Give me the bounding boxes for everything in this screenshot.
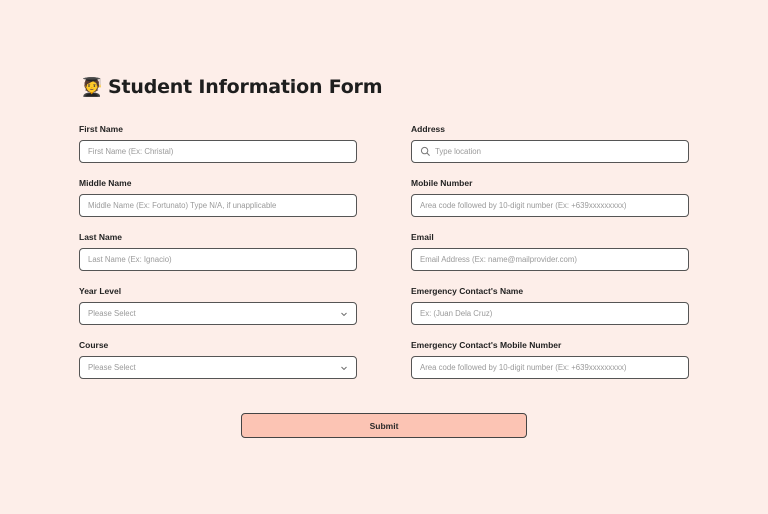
emergency-contact-name-placeholder: Ex: (Juan Dela Cruz) (420, 309, 493, 318)
address-field (411, 123, 689, 163)
email-field (411, 231, 689, 271)
student-icon: 🧑‍🎓 (80, 77, 104, 97)
year-level-selected-value: Please Select (88, 309, 136, 318)
last-name-placeholder: Last Name (Ex: Ignacio) (88, 255, 172, 264)
year-level-field (79, 285, 357, 325)
middle-name-label: Middle Name (79, 178, 132, 188)
mobile-number-placeholder: Area code followed by 10-digit number (Ex: +639xxxxxxxxx) (420, 201, 627, 210)
emergency-contact-name-field (411, 285, 689, 325)
first-name-placeholder: First Name (Ex: Christal) (88, 147, 174, 156)
search-icon (420, 146, 431, 157)
address-label: Address (411, 124, 446, 134)
email-label: Email (411, 232, 434, 242)
mobile-number-input[interactable] (411, 194, 689, 217)
submit-button-label: Submit (369, 420, 399, 431)
form-header (82, 76, 382, 98)
course-label: Course (79, 340, 109, 350)
first-name-field (79, 123, 357, 163)
middle-name-field (79, 177, 357, 217)
course-selected-value: Please Select (88, 363, 136, 372)
emergency-contact-mobile-label: Emergency Contact's Mobile Number (411, 340, 562, 350)
chevron-down-icon (340, 310, 348, 318)
email-placeholder: Email Address (Ex: name@mailprovider.com) (420, 255, 577, 264)
address-placeholder: Type location (435, 147, 481, 156)
address-input[interactable] (411, 140, 689, 163)
chevron-down-icon (340, 364, 348, 372)
last-name-field (79, 231, 357, 271)
email-input[interactable] (411, 248, 689, 271)
emergency-contact-mobile-input[interactable] (411, 356, 689, 379)
middle-name-input[interactable] (79, 194, 357, 217)
course-select[interactable] (79, 356, 357, 379)
year-level-label: Year Level (79, 286, 122, 296)
course-field (79, 339, 357, 379)
first-name-input[interactable] (79, 140, 357, 163)
submit-button[interactable] (241, 413, 527, 438)
middle-name-placeholder: Middle Name (Ex: Fortunato) Type N/A, if unapplicable (88, 201, 277, 210)
mobile-number-label: Mobile Number (411, 178, 473, 188)
last-name-label: Last Name (79, 232, 122, 242)
form-title: Student Information Form (108, 76, 383, 98)
emergency-contact-mobile-placeholder: Area code followed by 10-digit number (Ex: +639xxxxxxxxx) (420, 363, 627, 372)
emergency-contact-name-label: Emergency Contact's Name (411, 286, 524, 296)
first-name-label: First Name (79, 124, 123, 134)
mobile-number-field (411, 177, 689, 217)
emergency-contact-mobile-field (411, 339, 689, 379)
emergency-contact-name-input[interactable] (411, 302, 689, 325)
last-name-input[interactable] (79, 248, 357, 271)
year-level-select[interactable] (79, 302, 357, 325)
